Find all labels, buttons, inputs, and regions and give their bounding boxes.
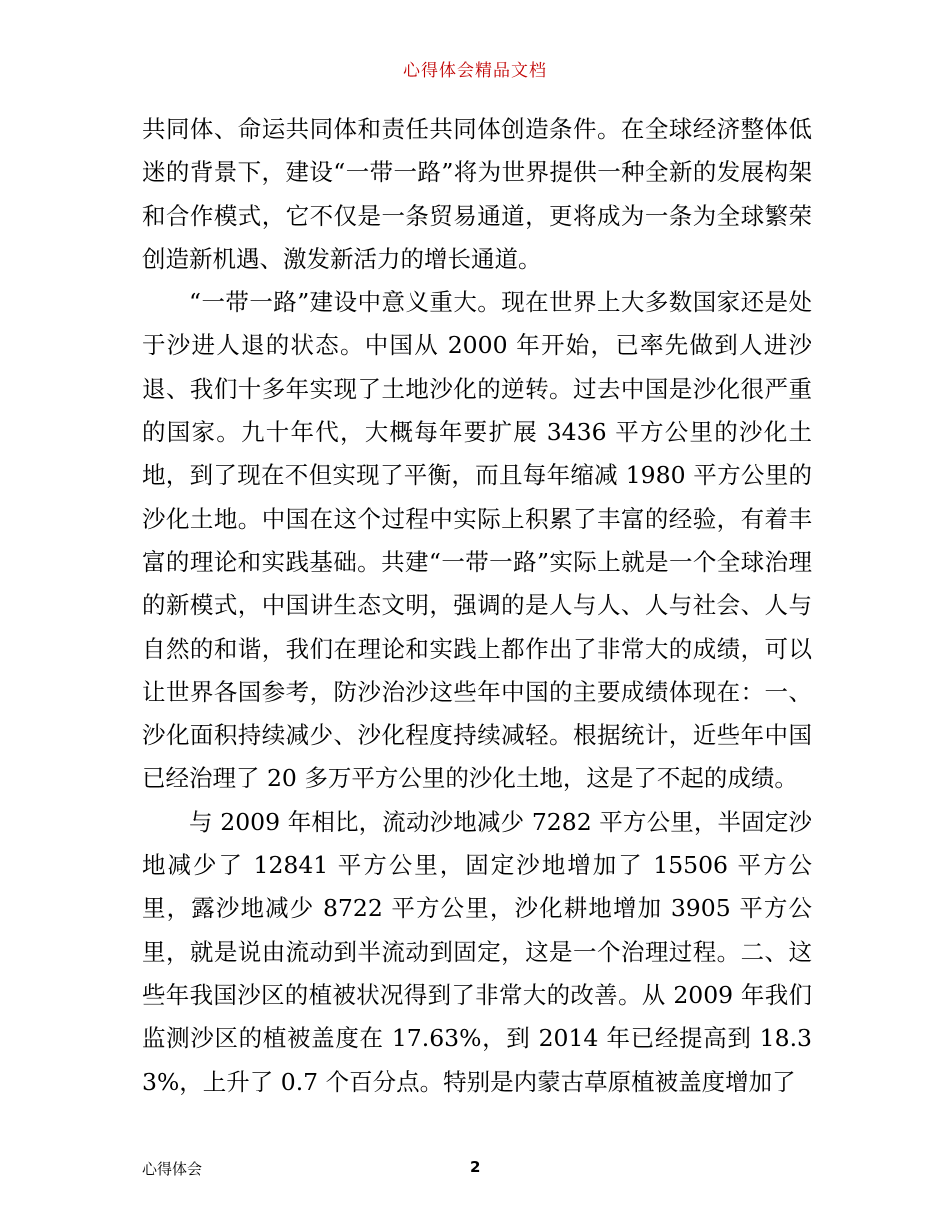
footer-label: 心得体会 xyxy=(142,1160,203,1178)
page-footer xyxy=(0,1158,950,1178)
document-body xyxy=(142,108,812,1104)
paragraph-desertification-data: 与 2009 年相比，流动沙地减少 7282 平方公里，半固定沙地减少了 12841 平方公里，固定沙地增加了 15506 平方公里，露沙地减少 8722 平方公里，沙化耕地增加 3905 平方公里，就是说由流动到半流动到固定，这是一个治理过程。二、这些年我国沙区的植被状况得到了非常大的改善。从 2009 年我们监测沙区的植被盖度在 17.63%，到 2014 年已经提高到 18.33%，上升了 0.7 个百分点。特别是内蒙古草原植被盖度增加了 xyxy=(142,807,812,1096)
page-number: 2 xyxy=(470,1158,481,1176)
paragraph-continued: 共同体、命运共同体和责任共同体创造条件。在全球经济整体低迷的背景下，建设“一带一路”将为世界提供一种全新的发展构架和合作模式，它不仅是一条贸易通道，更将成为一条为全球繁荣创造新机遇、激发新活力的增长通道。 xyxy=(142,115,812,273)
page-header-title: 心得体会精品文档 xyxy=(403,61,547,81)
paragraph-belt-and-road: “一带一路”建设中意义重大。现在世界上大多数国家还是处于沙进人退的状态。中国从 2000 年开始，已率先做到人进沙退、我们十多年实现了土地沙化的逆转。过去中国是沙化很严重的国家。九十年代，大概每年要扩展 3436 平方公里的沙化土地，到了现在不但实现了平衡，而且每年缩减 1980 平方公里的沙化土地。中国在这个过程中实际上积累了丰富的经验，有着丰富的理论和实践基础。共建“一带一路”实际上就是一个全球治理的新模式，中国讲生态文明，强调的是人与人、人与社会、人与自然的和谐，我们在理论和实践上都作出了非常大的成绩，可以让世界各国参考，防沙治沙这些年中国的主要成绩体现在：一、沙化面积持续减少、沙化程度持续减轻。根据统计，近些年中国已经治理了 20 多万平方公里的沙化土地，这是了不起的成绩。 xyxy=(142,288,812,793)
